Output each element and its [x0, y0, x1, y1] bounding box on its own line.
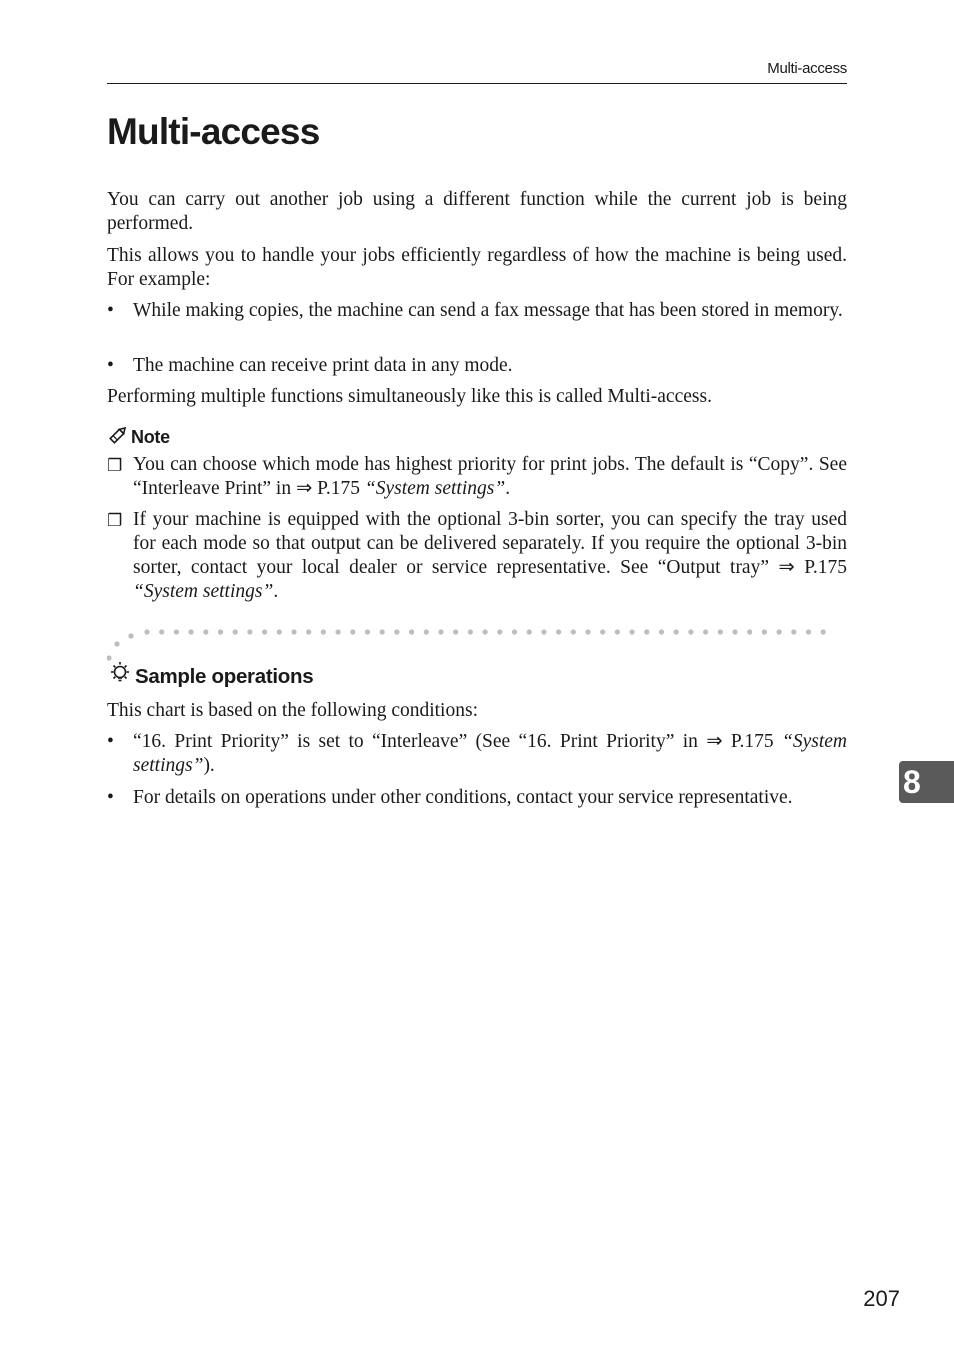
running-head: Multi-access	[767, 60, 847, 77]
page-number: 207	[863, 1286, 900, 1311]
page-title: Multi-access	[107, 111, 320, 152]
note-item-text: You can choose which mode has highest priority for print jobs. The default is “Copy”. See “Interleave Print” in ⇒ P.175 “System settings”.	[133, 454, 847, 499]
list-item-text: The machine can receive print data in any mode.	[133, 355, 513, 376]
note-item	[107, 508, 847, 604]
list-item	[107, 786, 847, 810]
note-heading	[107, 424, 170, 451]
intro-paragraph-2: This allows you to handle your jobs efficiently regardless of how the machine is being used. For example:	[107, 245, 847, 290]
note-item-text: If your machine is equipped with the optional 3-bin sorter, you can specify the tray used for each mode so that output can be delivered separately. If you require the optional 3-bin sorter, contact your local dealer or service representative. See “Output tray” ⇒ P.175 “System settings”.	[133, 509, 847, 602]
chapter-tab: 8	[899, 761, 954, 803]
bullet-icon: •	[107, 787, 114, 808]
list-item-text: While making copies, the machine can send a fax message that has been stored in memory.	[133, 300, 843, 321]
note-heading-label: Note	[131, 427, 170, 447]
sample-heading-label: Sample operations	[135, 665, 314, 688]
checkbox-icon: ❐	[107, 456, 123, 476]
bullet-icon: •	[107, 300, 114, 321]
dotted-separator	[107, 624, 852, 664]
sample-heading	[107, 661, 313, 693]
list-item-text: “16. Print Priority” is set to “Interleave” (See “16. Print Priority” in ⇒ P.175 “System settings”).	[133, 731, 847, 776]
sample-intro: This chart is based on the following conditions:	[107, 700, 478, 721]
lightbulb-icon	[107, 661, 133, 693]
intro-paragraph-1: You can carry out another job using a different function while the current job is being performed.	[107, 189, 847, 234]
bullet-icon: •	[107, 355, 114, 376]
checkbox-icon: ❐	[107, 511, 123, 531]
list-item-text: For details on operations under other conditions, contact your service representative.	[133, 787, 793, 808]
pencil-icon	[107, 424, 129, 451]
header-rule	[107, 83, 847, 84]
note-item	[107, 453, 847, 501]
list-item	[107, 354, 847, 378]
list-item	[107, 299, 847, 323]
intro-paragraph-3: Performing multiple functions simultaneously like this is called Multi-access.	[107, 386, 712, 407]
list-item	[107, 730, 847, 778]
bullet-icon: •	[107, 731, 114, 752]
